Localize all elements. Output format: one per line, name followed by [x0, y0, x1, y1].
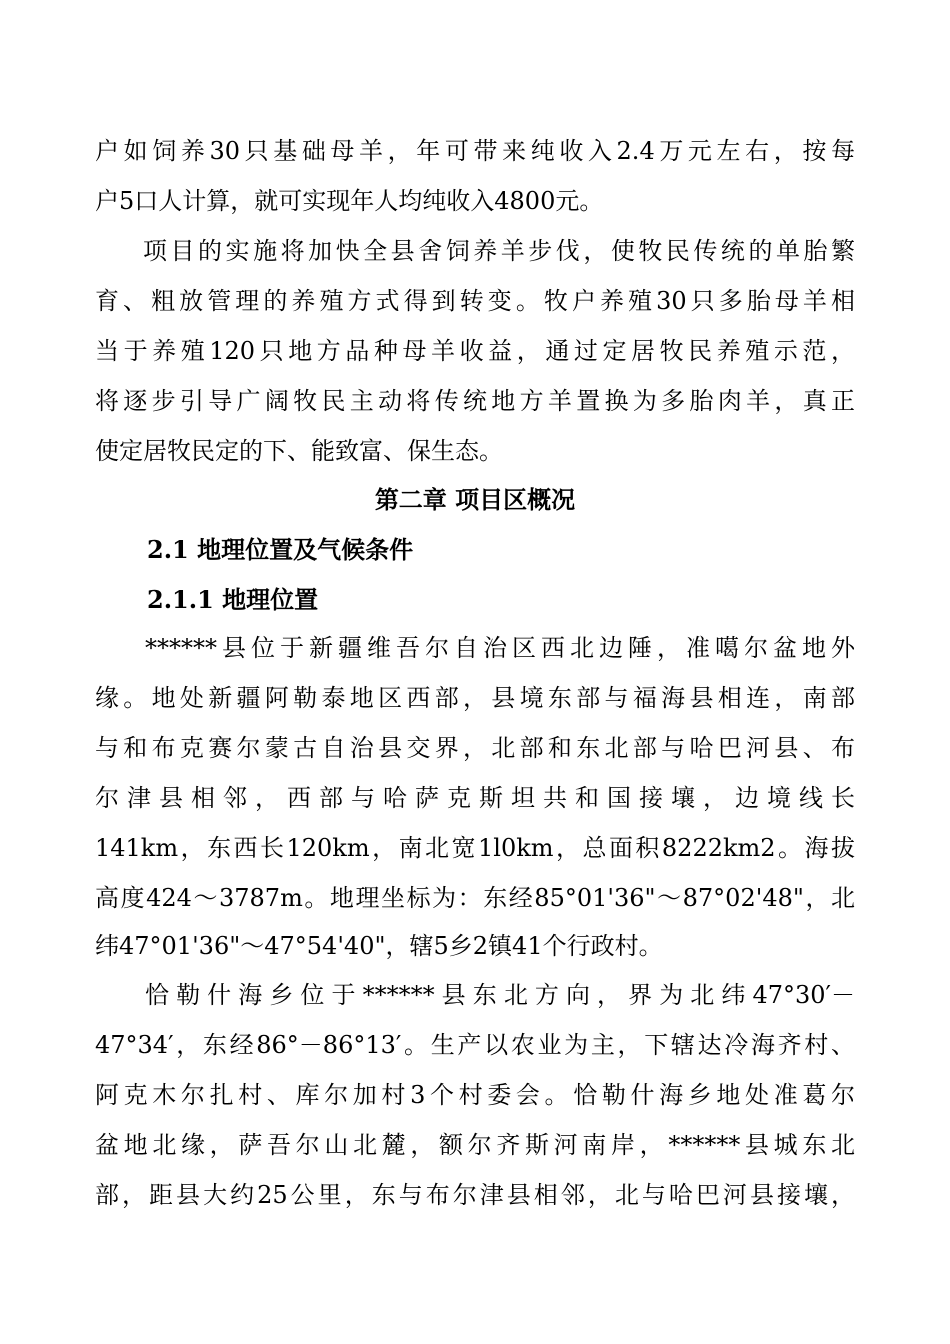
county-line-6: 高度424～3787m。地理坐标为：东经85°01'36"～87°02'48"，北	[95, 884, 855, 912]
township-line-3: 阿克木尔扎村、库尔加村3个村委会。恰勒什海乡地处准葛尔	[95, 1081, 855, 1109]
impact-line-1: 项目的实施将加快全县舍饲养羊步伐，使牧民传统的单胎繁	[143, 237, 855, 265]
county-line-7: 纬47°01'36"～47°54'40"，辖5乡2镇41个行政村。	[95, 932, 663, 960]
township-line-2: 47°34′，东经86°－86°13′。生产以农业为主，下辖达冷海齐村、	[95, 1031, 855, 1059]
township-line-4: 盆地北缘，萨吾尔山北麓，额尔齐斯河南岸，******县城东北	[95, 1131, 855, 1159]
intro-line-1: 户如饲养30只基础母羊，年可带来纯收入2.4万元左右，按每	[95, 137, 855, 165]
impact-line-5: 使定居牧民定的下、能致富、保生态。	[95, 437, 503, 465]
chapter-title: 第二章 项目区概况	[374, 485, 576, 514]
impact-line-3: 当于养殖120只地方品种母羊收益，通过定居牧民养殖示范，	[95, 337, 855, 365]
county-line-4: 尔津县相邻，西部与哈萨克斯坦共和国接壤，边境线长	[95, 784, 855, 812]
section-title: 2.1 地理位置及气候条件	[147, 535, 414, 564]
township-line-5: 部，距县大约25公里，东与布尔津县相邻，北与哈巴河县接壤，	[95, 1181, 855, 1209]
impact-line-2: 育、粗放管理的养殖方式得到转变。牧户养殖30只多胎母羊相	[95, 287, 855, 315]
county-line-2: 缘。地处新疆阿勒泰地区西部，县境东部与福海县相连，南部	[95, 684, 855, 712]
impact-line-4: 将逐步引导广阔牧民主动将传统地方羊置换为多胎肉羊，真正	[95, 387, 855, 415]
county-line-5: 141km，东西长120km，南北宽1l0km，总面积8222km2。海拔	[95, 834, 855, 862]
county-line-1: ******县位于新疆维吾尔自治区西北边陲，准噶尔盆地外	[145, 634, 855, 662]
intro-line-2: 户5口人计算，就可实现年人均纯收入4800元。	[95, 187, 604, 215]
subsection-title: 2.1.1 地理位置	[147, 585, 319, 614]
county-line-3: 与和布克赛尔蒙古自治县交界，北部和东北部与哈巴河县、布	[95, 734, 855, 762]
township-line-1: 恰勒什海乡位于******县东北方向，界为北纬47°30′－	[145, 981, 855, 1009]
